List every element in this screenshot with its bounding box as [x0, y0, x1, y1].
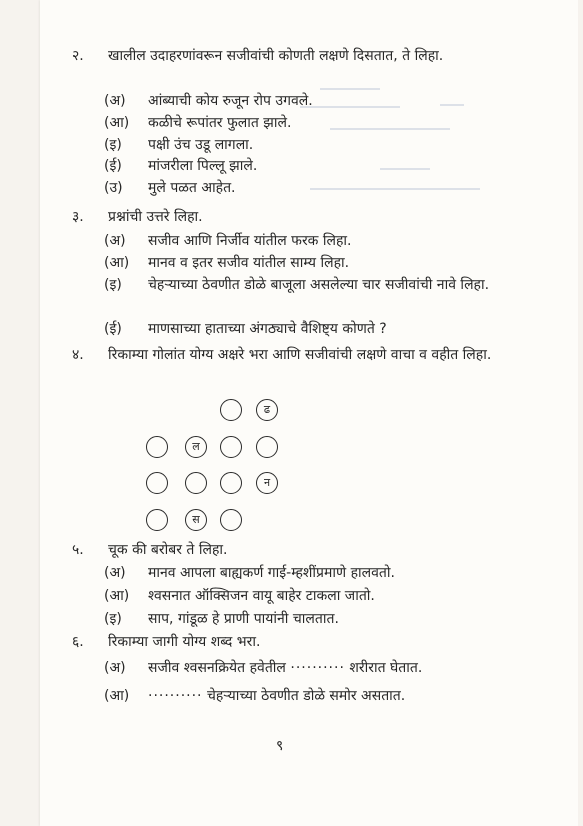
q5-item [104, 563, 514, 584]
q3-item [104, 275, 514, 296]
question-text: खालील उदाहरणांवरून सजीवांची कोणती लक्षणे दिसतात, ते लिहा. [108, 48, 444, 64]
question-text: प्रश्नांची उत्तरे लिहा. [108, 209, 203, 225]
question-3 [72, 206, 512, 228]
item-label: (उ) [104, 180, 123, 196]
fill-blank[interactable]: ·········· [290, 660, 345, 676]
fill-blank[interactable]: ·········· [148, 688, 203, 704]
q5-item [104, 609, 514, 630]
item-label: (आ) [104, 115, 130, 131]
question-number: ४. [72, 347, 84, 363]
blank-circle[interactable] [220, 509, 242, 531]
blank-circle[interactable] [220, 399, 242, 421]
q3-item [104, 231, 514, 252]
question-text: रिकाम्या गोलांत योग्य अक्षरे भरा आणि सजीवांची लक्षणे वाचा व वहीत लिहा. [108, 347, 492, 363]
question-number: २. [72, 48, 84, 64]
item-text-after: शरीरात घेतात. [349, 660, 423, 676]
blank-circle[interactable] [256, 436, 278, 458]
item-text-after: चेहऱ्याच्या ठेवणीत डोळे समोर असतात. [206, 688, 406, 704]
blank-circle[interactable] [220, 472, 242, 494]
item-text: मानव व इतर सजीव यांतील साम्य लिहा. [148, 255, 350, 271]
blank-circle[interactable] [220, 436, 242, 458]
item-label: (ई) [104, 158, 122, 174]
letter-circle: ल [185, 436, 207, 458]
blank-circle[interactable] [185, 472, 207, 494]
question-6 [72, 631, 512, 653]
item-text: आंब्याची कोय रुजून रोप उगवले. [148, 93, 313, 109]
letter-circle: स [185, 509, 207, 531]
item-text: कळीचे रूपांतर फुलात झाले. [148, 115, 292, 131]
item-text: चेहऱ्याच्या ठेवणीत डोळे बाजूला असलेल्या चार सजीवांची नावे लिहा. [148, 277, 490, 293]
question-number: ५. [72, 542, 84, 558]
question-text: रिकाम्या जागी योग्य शब्द भरा. [108, 634, 261, 650]
item-text: सजीव आणि निर्जीव यांतील फरक लिहा. [148, 233, 352, 249]
item-label: (इ) [104, 277, 122, 293]
question-number: ३. [72, 209, 84, 225]
item-label: (इ) [104, 137, 122, 153]
item-label: (अ) [104, 660, 126, 676]
q2-item [104, 113, 514, 134]
q2-item [104, 178, 514, 199]
question-5 [72, 539, 512, 561]
q2-item [104, 156, 514, 177]
question-text: चूक की बरोबर ते लिहा. [108, 542, 228, 558]
item-label: (आ) [104, 688, 130, 704]
blank-circle[interactable] [146, 509, 168, 531]
item-text-before: सजीव श्वसनक्रियेत हवेतील [148, 660, 286, 676]
item-text: साप, गांडूळ हे प्राणी पायांनी चालतात. [148, 611, 339, 627]
item-text: माणसाच्या हाताच्या अंगठ्याचे वैशिष्ट्य कोणते ? [148, 321, 387, 337]
q2-item [104, 135, 514, 156]
q6-item [104, 686, 514, 707]
item-text: मुले पळत आहेत. [148, 180, 236, 196]
blank-circle[interactable] [146, 436, 168, 458]
item-text: पक्षी उंच उडू लागला. [148, 137, 254, 153]
question-2 [72, 45, 512, 67]
q3-item [104, 319, 514, 340]
q2-item [104, 91, 514, 112]
item-label: (आ) [104, 588, 130, 604]
item-label: (अ) [104, 565, 126, 581]
blank-circle[interactable] [146, 472, 168, 494]
page-number: ९ [276, 738, 284, 754]
item-text: मांजरीला पिल्लू झाले. [148, 158, 258, 174]
q5-item [104, 586, 514, 607]
letter-circle: ढ [256, 399, 278, 421]
item-label: (आ) [104, 255, 130, 271]
item-label: (इ) [104, 611, 122, 627]
question-number: ६. [72, 634, 84, 650]
item-label: (अ) [104, 233, 126, 249]
q3-item [104, 253, 514, 274]
item-label: (अ) [104, 93, 126, 109]
q6-item [104, 658, 514, 679]
question-4 [72, 344, 512, 366]
letter-circle: न [256, 472, 278, 494]
item-label: (ई) [104, 321, 122, 337]
item-text: मानव आपला बाह्यकर्ण गाई-म्हशींप्रमाणे हालवतो. [148, 565, 395, 581]
item-text: श्वसनात ऑक्सिजन वायू बाहेर टाकला जातो. [148, 588, 375, 604]
